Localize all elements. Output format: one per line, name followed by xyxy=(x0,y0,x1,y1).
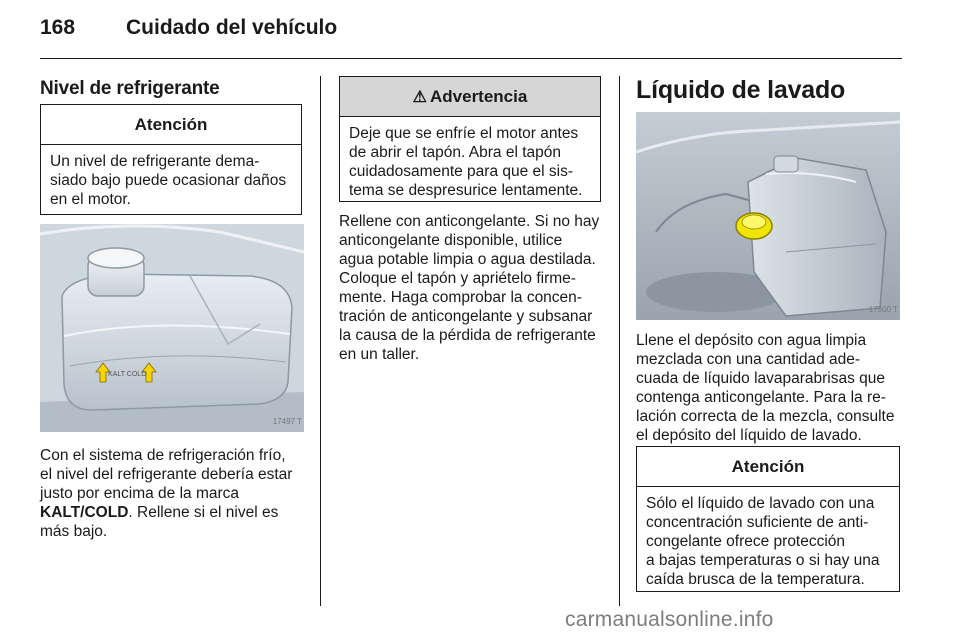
body-line: agua potable limpia o agua destilada. xyxy=(339,251,596,268)
notice-line: caída brusca de la temperatura. xyxy=(646,571,865,588)
warning-line: tema se despresurice lentamente. xyxy=(349,182,583,199)
body-line: justo por encima de la marca xyxy=(40,485,240,502)
warning-header xyxy=(340,77,600,117)
notice-line: a bajas temperaturas o si hay una xyxy=(646,552,880,569)
warning-line: Deje que se enfríe el motor antes xyxy=(349,125,579,142)
warning-triangle-icon: ⚠ xyxy=(412,88,427,106)
washer-body-text xyxy=(636,331,906,445)
washer-reservoir-figure xyxy=(636,112,900,320)
kalt-cold-mark: KALT/COLD xyxy=(40,504,129,521)
body-line: Coloque el tapón y apriételo firme- xyxy=(339,270,576,287)
reservoir-marking: KALT COLD xyxy=(108,371,147,378)
warning-text xyxy=(340,117,600,207)
body-line: Con el sistema de refrigeración frío, xyxy=(40,447,286,464)
page-header xyxy=(40,16,337,46)
page-number: 168 xyxy=(40,16,76,39)
body-line: mente. Haga comprobar la concen- xyxy=(339,289,582,306)
notice-title: Atención xyxy=(637,447,899,487)
notice-line: congelante ofrece protección xyxy=(646,533,846,550)
watermark: carmanualsonline.info xyxy=(565,608,774,631)
notice-text xyxy=(41,145,301,216)
body-line: anticongelante disponible, utilice xyxy=(339,232,563,249)
body-line: tración de anticongelante y subsanar xyxy=(339,308,593,325)
washer-fluid-heading: Líquido de lavado xyxy=(636,76,846,104)
notice-line: siado bajo puede ocasionar daños xyxy=(50,172,287,189)
coolant-heading: Nivel de refrigerante xyxy=(40,78,220,99)
body-line: mezclada con una cantidad ade- xyxy=(636,351,861,368)
body-line: Rellene con anticongelante. Si no hay xyxy=(339,213,600,230)
body-line: el nivel del refrigerante debería estar xyxy=(40,466,293,483)
body-line: contenga anticongelante. Para la re- xyxy=(636,389,886,406)
warning-box xyxy=(339,76,601,202)
figure-code: 17500 T xyxy=(868,305,898,314)
figure-code: 17497 T xyxy=(272,417,302,426)
refill-body-text xyxy=(339,212,615,364)
coolant-reservoir-illustration xyxy=(40,224,304,432)
body-line: Llene el depósito con agua limpia xyxy=(636,332,867,349)
notice-line: Sólo el líquido de lavado con una xyxy=(646,495,875,512)
column-divider-1 xyxy=(320,76,321,606)
washer-reservoir-illustration xyxy=(636,112,900,320)
body-line: cuada de líquido lavaparabrisas que xyxy=(636,370,886,387)
body-text-fragment: . Rellene si el nivel es xyxy=(128,504,279,521)
body-line: en un taller. xyxy=(339,346,420,363)
body-line: lación correcta de la mezcla, consulte xyxy=(636,408,895,425)
notice-title: Atención xyxy=(41,105,301,145)
notice-text xyxy=(637,487,899,596)
warning-line: de abrir el tapón. Abra el tapón xyxy=(349,144,561,161)
warning-line: cuidadosamente para que el sis- xyxy=(349,163,574,180)
coolant-reservoir-figure xyxy=(40,224,304,432)
warning-title: Advertencia xyxy=(430,86,528,106)
body-line: la causa de la pérdida de refrigerante xyxy=(339,327,596,344)
notice-line: Un nivel de refrigerante dema- xyxy=(50,153,260,170)
body-line: más bajo. xyxy=(40,523,108,540)
washer-notice-box xyxy=(636,446,900,592)
coolant-notice-box xyxy=(40,104,302,215)
header-divider xyxy=(40,58,902,59)
coolant-body-text xyxy=(40,446,310,541)
notice-line: en el motor. xyxy=(50,191,131,208)
page-title: Cuidado del vehículo xyxy=(126,16,338,39)
notice-line: concentración suficiente de anti- xyxy=(646,514,869,531)
body-line: el depósito del líquido de lavado. xyxy=(636,427,862,444)
column-divider-2 xyxy=(619,76,620,606)
body-line xyxy=(40,503,310,522)
